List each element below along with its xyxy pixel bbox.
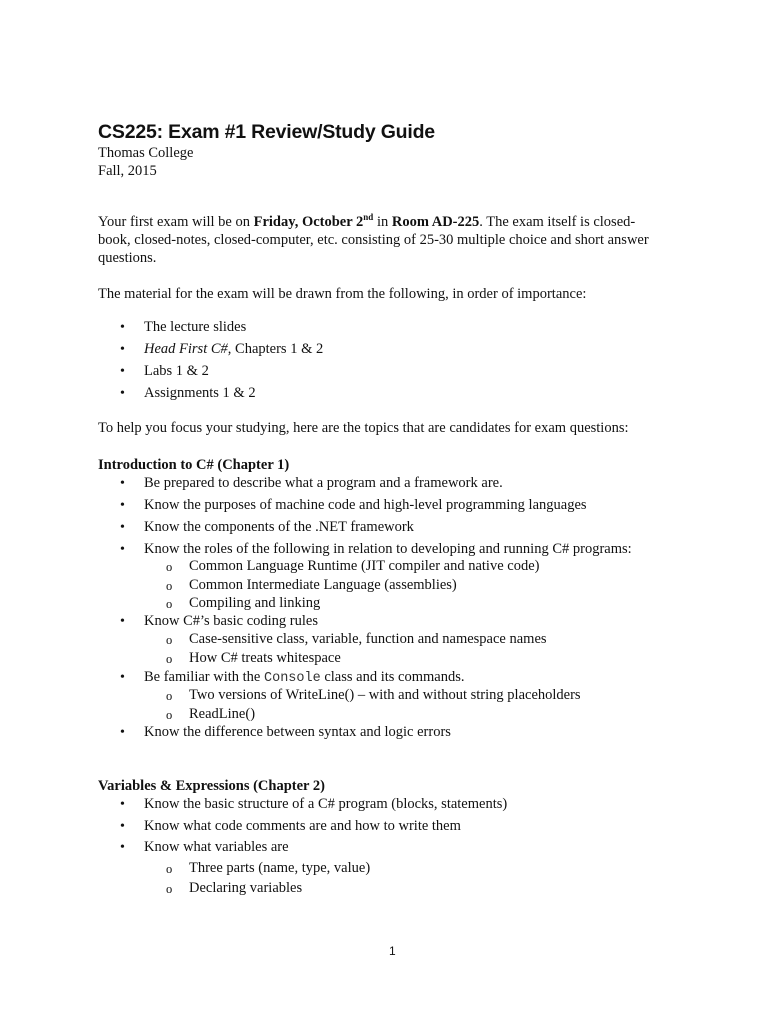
- sub-bullet-icon: o: [166, 560, 173, 574]
- topic-item: Know the basic structure of a C# program (blocks, statements): [144, 796, 508, 812]
- bullet-icon: •: [120, 320, 125, 335]
- book-title: Head First C#: [144, 341, 228, 357]
- term-label: Fall, 2015: [98, 163, 157, 179]
- sub-bullet-icon: o: [166, 597, 173, 611]
- bullet-icon: •: [120, 342, 125, 357]
- material-item: The lecture slides: [144, 319, 247, 335]
- sub-topic-item: Common Language Runtime (JIT compiler and native code): [189, 558, 540, 574]
- sub-topic-item: Three parts (name, type, value): [189, 860, 371, 876]
- bullet-icon: •: [120, 670, 125, 685]
- exam-date-text: Friday, October 2: [253, 214, 364, 230]
- topic-item: Be prepared to describe what a program and a framework are.: [144, 475, 503, 491]
- bullet-icon: •: [120, 725, 125, 740]
- code-term: Console: [264, 671, 321, 686]
- material-item-rest: , Chapters 1 & 2: [227, 341, 324, 357]
- institution-name: Thomas College: [98, 145, 194, 161]
- sub-bullet-icon: o: [166, 689, 173, 703]
- topic-item: Know C#’s basic coding rules: [144, 613, 318, 629]
- sub-topic-item: Case-sensitive class, variable, function and namespace names: [189, 631, 547, 647]
- sub-bullet-icon: o: [166, 708, 173, 722]
- material-item: Assignments 1 & 2: [144, 385, 256, 401]
- sub-bullet-icon: o: [166, 579, 173, 593]
- topic-item: Know the roles of the following in relation to developing and running C# programs:: [144, 541, 632, 557]
- bullet-icon: •: [120, 364, 125, 379]
- sub-bullet-icon: o: [166, 633, 173, 647]
- topic-item: Know the purposes of machine code and high-level programming languages: [144, 497, 587, 513]
- bullet-icon: •: [120, 542, 125, 557]
- topic-item: [144, 669, 465, 686]
- topic-item: Know what variables are: [144, 839, 289, 855]
- intro-text-1: Your first exam will be on: [98, 214, 254, 230]
- intro-text-2: in: [373, 214, 392, 230]
- sub-topic-item: Common Intermediate Language (assemblies): [189, 577, 457, 593]
- material-intro: The material for the exam will be drawn from the following, in order of importance:: [98, 286, 587, 302]
- intro-text-3: . The exam itself is closed-book, closed-notes, closed-computer, etc. consisting of 25-30 multiple choice and short answer questions.: [98, 214, 649, 266]
- bullet-icon: •: [120, 498, 125, 513]
- sub-topic-item: How C# treats whitespace: [189, 650, 341, 666]
- sub-bullet-icon: o: [166, 882, 173, 896]
- topics-intro: To help you focus your studying, here are the topics that are candidates for exam questions:: [98, 420, 629, 436]
- bullet-icon: •: [120, 797, 125, 812]
- topic-text: class and its commands.: [320, 669, 465, 685]
- bullet-icon: •: [120, 819, 125, 834]
- topic-item: Know the components of the .NET framework: [144, 519, 414, 535]
- sub-topic-item: ReadLine(): [189, 706, 256, 722]
- sub-bullet-icon: o: [166, 862, 173, 876]
- exam-room: Room AD-225: [391, 214, 480, 230]
- bullet-icon: •: [120, 476, 125, 491]
- sub-topic-item: Two versions of WriteLine() – with and without string placeholders: [189, 687, 581, 703]
- material-item: Labs 1 & 2: [144, 363, 209, 379]
- exam-date-ordinal: nd: [363, 212, 374, 222]
- bullet-icon: •: [120, 840, 125, 855]
- sub-topic-item: Compiling and linking: [189, 595, 321, 611]
- bullet-icon: •: [120, 614, 125, 629]
- topic-text: Be familiar with the: [144, 669, 264, 685]
- bullet-icon: •: [120, 520, 125, 535]
- section-heading: Variables & Expressions (Chapter 2): [98, 778, 325, 794]
- material-item: [144, 341, 323, 358]
- section-heading: Introduction to C# (Chapter 1): [98, 457, 290, 473]
- page-title: CS225: Exam #1 Review/Study Guide: [98, 121, 435, 143]
- sub-topic-item: Declaring variables: [189, 880, 303, 896]
- topic-item: Know what code comments are and how to write them: [144, 818, 461, 834]
- bullet-icon: •: [120, 386, 125, 401]
- sub-bullet-icon: o: [166, 652, 173, 666]
- exam-date: [254, 214, 374, 230]
- topic-item: Know the difference between syntax and logic errors: [144, 724, 451, 740]
- page-number: 1: [389, 944, 396, 958]
- exam-info-paragraph: [98, 213, 658, 267]
